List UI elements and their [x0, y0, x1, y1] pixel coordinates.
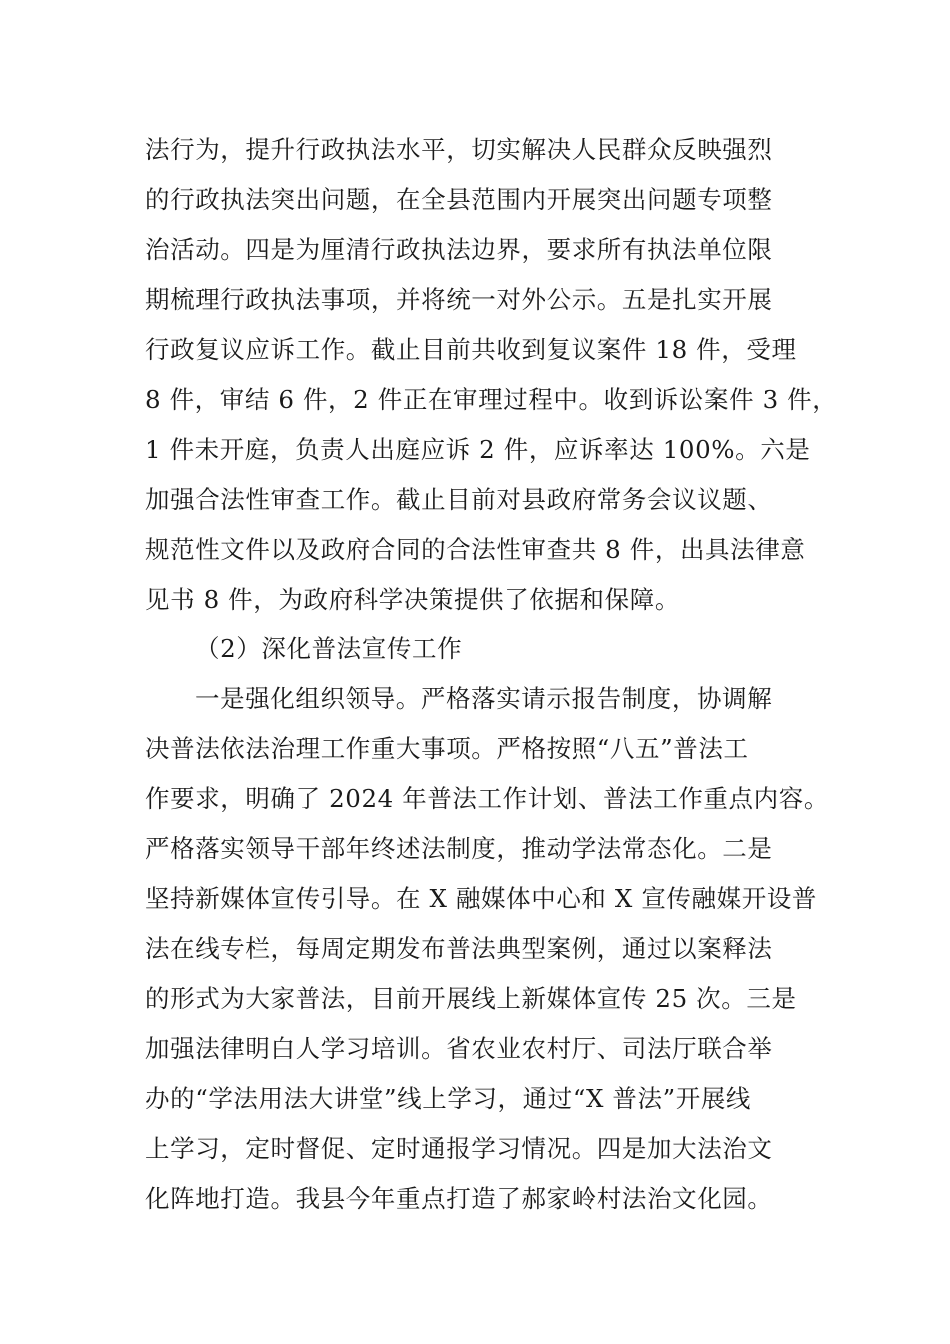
paragraph-line: 办的“学法用法大讲堂”线上学习，通过“X 普法”开展线: [145, 1084, 752, 1113]
paragraph-line: 期梳理行政执法事项，并将统一对外公示。五是扎实开展: [145, 285, 773, 314]
paragraph-line: 的形式为大家普法，目前开展线上新媒体宣传 25 次。三是: [145, 984, 797, 1013]
paragraph-line: 行政复议应诉工作。截止目前共收到复议案件 18 件，受理: [145, 335, 797, 364]
paragraph-line: 法行为，提升行政执法水平，切实解决人民群众反映强烈: [145, 135, 773, 164]
section-heading: （2）深化普法宣传工作: [195, 634, 463, 663]
paragraph-line: 一是强化组织领导。严格落实请示报告制度，协调解: [195, 684, 773, 713]
paragraph-line: 加强法律明白人学习培训。省农业农村厅、司法厅联合举: [145, 1034, 773, 1063]
paragraph-line: 化阵地打造。我县今年重点打造了郝家岭村法治文化园。: [145, 1184, 773, 1213]
paragraph-line: 坚持新媒体宣传引导。在 X 融媒体中心和 X 宣传融媒开设普: [145, 884, 818, 913]
paragraph-line: 规范性文件以及政府合同的合法性审查共 8 件，出具法律意: [145, 535, 806, 564]
paragraph-line: 决普法依法治理工作重大事项。严格按照“八五”普法工: [145, 734, 749, 763]
paragraph-line: 8 件，审结 6 件，2 件正在审理过程中。收到诉讼案件 3 件，: [145, 385, 838, 414]
paragraph-line: 见书 8 件，为政府科学决策提供了依据和保障。: [145, 585, 680, 614]
paragraph-line: 治活动。四是为厘清行政执法边界，要求所有执法单位限: [145, 235, 773, 264]
paragraph-line: 1 件未开庭，负责人出庭应诉 2 件，应诉率达 100%。六是: [145, 435, 811, 464]
paragraph-line: 加强合法性审查工作。截止目前对县政府常务会议议题、: [145, 485, 773, 514]
paragraph-line: 作要求，明确了 2024 年普法工作计划、普法工作重点内容。: [145, 784, 829, 813]
paragraph-line: 法在线专栏，每周定期发布普法典型案例，通过以案释法: [145, 934, 773, 963]
paragraph-line: 上学习，定时督促、定时通报学习情况。四是加大法治文: [145, 1134, 773, 1163]
paragraph-line: 严格落实领导干部年终述法制度，推动学法常态化。二是: [145, 834, 773, 863]
paragraph-line: 的行政执法突出问题，在全县范围内开展突出问题专项整: [145, 185, 773, 214]
